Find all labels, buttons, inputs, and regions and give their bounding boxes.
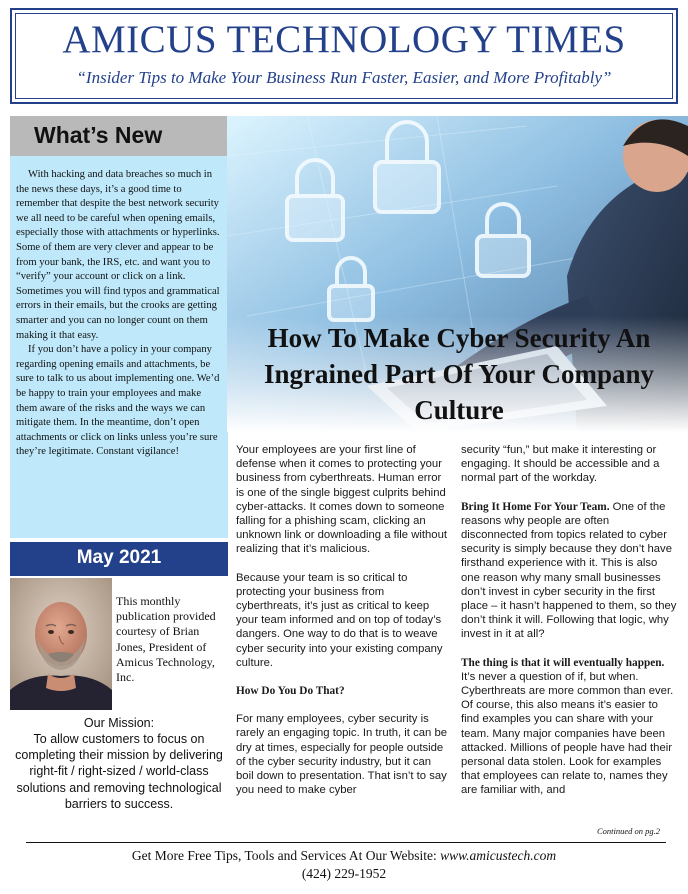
- mission-text: To allow customers to focus on completing their mission by delivering right-fit / right-sized / world-class solutions and removing technological barriers to success.: [15, 732, 223, 811]
- continued-note: Continued on pg.2: [596, 826, 660, 836]
- whats-new-box: [10, 156, 228, 538]
- mission-title: Our Mission:: [83, 716, 155, 730]
- whats-new-paragraph: If you don’t have a policy in your company regarding opening emails and attachments, be sure to talk to us about implementing one. We’d be happy to train your employees and make them aware of the risks and the ways we can mitigate them. In the meantime, don’t open attachments or click on links unless you’re sure they’re legitimate. Constant vigilance!: [16, 344, 220, 458]
- article-paragraph: Your employees are your first line of defense when it comes to protecting your business from cyberthreats. Human error is one of the single biggest culprits behind cyber-attacks. It comes down to someone falling for a phishing scam, clicking an unknown link or downloading a file without realizing that it’s malicious.: [236, 444, 448, 556]
- footer-divider: [26, 842, 666, 843]
- website-link[interactable]: www.amicustech.com: [440, 848, 557, 863]
- article-column-2: [461, 443, 677, 812]
- article-paragraph-text: One of the reasons why people are often disconnected from topics related to cyber security is simply because they don’t have firsthand experience with it. This is also one reason why many small businesses don’t invest in cyber security in the first place – it hasn’t happened to them, so they don’t think it will. Following that logic, why invest in it at all?: [461, 500, 677, 641]
- issue-month-label: May 2021: [76, 547, 162, 568]
- article-lead-in: The thing is that it will eventually happen.: [461, 656, 665, 669]
- masthead: [10, 8, 678, 104]
- article-paragraph-with-lead: [461, 656, 677, 798]
- author-portrait-image: [10, 578, 112, 710]
- publication-credit: This monthly publication provided courtesy of Brian Jones, President of Amicus Technology, Inc.: [116, 594, 216, 685]
- whats-new-text: [16, 168, 223, 460]
- article-paragraph-text: It’s never a question of if, but when. Cyberthreats are more common than ever. Of course, this also means it’s easier to find examples you can share with your team. Many major companies have been attacked. Millions of people have had their personal data stolen. Look for examples that employees can relate to, names they are familiar with, and: [461, 670, 674, 797]
- whats-new-paragraph: With hacking and data breaches so much in the news these days, it’s a good time to remember that despite the best network security we all need to be careful when opening emails, especially those with attachments or hyperlinks. Some of them are very clever and appear to be from your bank, the IRS, etc. and want you to “verify” your account or click on a link. Sometimes you will find typos and grammatical errors in their emails, but the crooks are getting smarter and you can no longer count on them making it that easy.: [16, 169, 220, 341]
- article-paragraph: For many employees, cyber security is rarely an engaging topic. In truth, it can be dry at times, especially for people outside of the cyber security industry, but it can boil down to presentation. That isn’t to say you need to make cyber: [236, 713, 448, 797]
- article-paragraph: security “fun,” but make it interesting or engaging. It should be accessible and a normal part of the workday.: [461, 444, 660, 485]
- article-headline: How To Make Cyber Security An Ingrained Part Of Your Company Culture: [263, 323, 655, 425]
- author-portrait: [10, 578, 112, 710]
- newsletter-title: AMICUS TECHNOLOGY TIMES: [62, 18, 626, 61]
- newsletter-tagline: “Insider Tips to Make Your Business Run Faster, Easier, and More Profitably”: [76, 68, 612, 87]
- article-lead-in: Bring It Home For Your Team.: [461, 500, 610, 513]
- article-subheading: How Do You Do That?: [236, 685, 345, 698]
- whats-new-header: [10, 116, 228, 156]
- footer-website-line: [0, 848, 688, 864]
- article-column-1: [236, 443, 448, 811]
- footer-phone: (424) 229-1952: [301, 866, 387, 881]
- whats-new-title: What’s New: [34, 122, 163, 148]
- article-paragraph: Because your team is so critical to protecting your business from cyberthreats, it’s just as critical to keep your team informed and on top of today’s dangers. One way to do that is to weave cyber security into your existing company culture.: [236, 571, 443, 669]
- issue-month-banner: [10, 542, 228, 576]
- article-paragraph-with-lead: [461, 500, 677, 642]
- footer-cta: Get More Free Tips, Tools and Services At Our Website:: [131, 848, 441, 863]
